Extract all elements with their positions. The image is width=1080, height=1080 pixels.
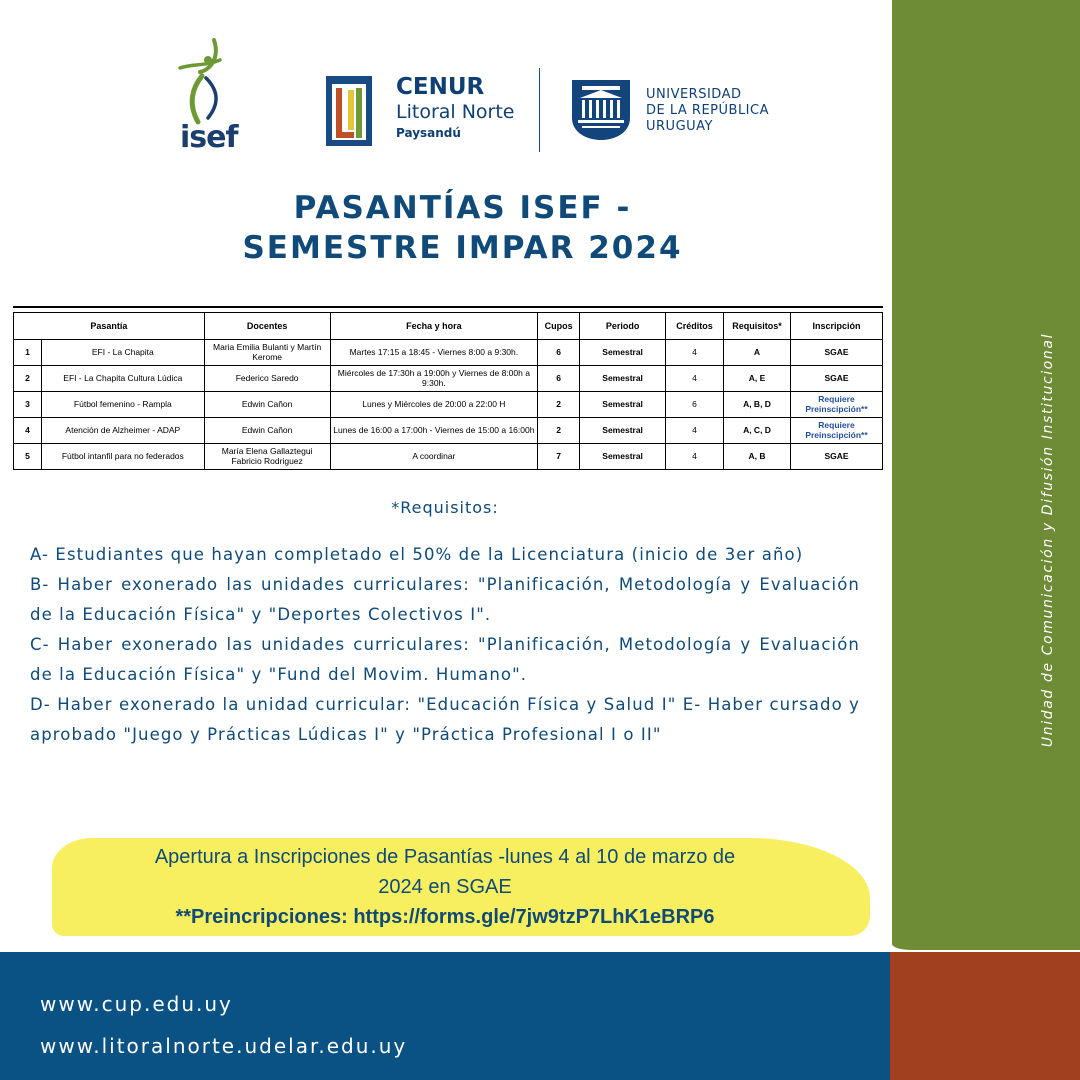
row-docentes: Maria Emilia Bulanti y Martín Kerome — [204, 340, 330, 366]
row-periodo: Semestral — [580, 392, 666, 418]
cenur-logo-icon — [326, 72, 376, 148]
logo-divider — [539, 68, 540, 152]
row-fecha: Lunes y Miércoles de 20:00 a 22:00 H — [330, 392, 538, 418]
row-creditos: 6 — [666, 392, 724, 418]
table-row — [14, 418, 883, 444]
row-pasantia: Fútbol femenino - Rampla — [41, 392, 204, 418]
isef-logo-text: isef — [180, 120, 238, 155]
row-pasantia: Fútbol intanfil para no federados — [41, 444, 204, 470]
row-number: 5 — [14, 444, 42, 470]
row-periodo: Semestral — [580, 366, 666, 392]
header-inscripcion: Inscripción — [790, 313, 882, 340]
row-creditos: 4 — [666, 366, 724, 392]
footer-panel — [0, 952, 890, 1080]
row-inscripcion: SGAE — [790, 340, 882, 366]
header-periodo: Periodo — [580, 313, 666, 340]
requisito-c: C- Haber exonerado las unidades curriculares: "Planificación, Metodología y Evaluación de la Educación Física" y "Fund del Movim. Humano". — [30, 635, 860, 684]
row-number: 1 — [14, 340, 42, 366]
cta-line-1: Apertura a Inscripciones de Pasantías -lunes 4 al 10 de marzo de — [154, 846, 736, 868]
row-cupos: 6 — [538, 340, 580, 366]
header-docentes: Docentes — [204, 313, 330, 340]
row-fecha: A coordinar — [330, 444, 538, 470]
udelar-line-2: DE LA REPÚBLICA — [646, 103, 769, 118]
row-number: 2 — [14, 366, 42, 392]
table-row — [14, 444, 883, 470]
footer-link-litoralnorte[interactable]: www.litoralnorte.udelar.edu.uy — [40, 1034, 408, 1058]
udelar-line-3: URUGUAY — [646, 119, 713, 134]
footer-link-cup[interactable]: www.cup.edu.uy — [40, 992, 233, 1016]
row-creditos: 4 — [666, 444, 724, 470]
header-pasantia: Pasantía — [14, 313, 205, 340]
row-docentes: Edwin Cañon — [204, 418, 330, 444]
row-requisitos: A, B, D — [724, 392, 791, 418]
row-creditos: 4 — [666, 340, 724, 366]
row-periodo: Semestral — [580, 444, 666, 470]
cenur-city: Paysandú — [396, 126, 461, 140]
requisitos-title: *Requisitos: — [391, 498, 499, 517]
requisito-b: B- Haber exonerado las unidades curriculares: "Planificación, Metodología y Evaluación de la Educación Física" y "Deportes Colectivos I". — [30, 575, 860, 624]
table-row — [14, 366, 883, 392]
row-periodo: Semestral — [580, 418, 666, 444]
row-pasantia: Atención de Alzheimer - ADAP — [41, 418, 204, 444]
cenur-title: CENUR — [396, 74, 485, 100]
page-title-line-2: SEMESTRE IMPAR 2024 — [242, 230, 683, 266]
row-requisitos: A — [724, 340, 791, 366]
udelar-line-1: UNIVERSIDAD — [646, 87, 742, 102]
table-header-row — [14, 313, 883, 340]
row-cupos: 7 — [538, 444, 580, 470]
cta-preinscription-link[interactable]: **Preincripciones: https://forms.gle/7jw9tzP7LhK1eBRP6 — [175, 906, 715, 928]
header-requisitos: Requisitos* — [724, 313, 791, 340]
table-row — [14, 392, 883, 418]
row-requisitos: A, C, D — [724, 418, 791, 444]
row-inscripcion-link[interactable]: Requiere Preinscipción** — [790, 392, 882, 418]
row-inscripcion: SGAE — [790, 366, 882, 392]
row-fecha: Martes 17:15 a 18:45 - Viernes 8:00 a 9:30h. — [330, 340, 538, 366]
row-requisitos: A, B — [724, 444, 791, 470]
pasantias-table — [13, 312, 883, 470]
header-cupos: Cupos — [538, 313, 580, 340]
row-number: 4 — [14, 418, 42, 444]
row-inscripcion-link[interactable]: Requiere Preinscipción** — [790, 418, 882, 444]
row-docentes: María Elena Gallaztegui Fabricio Rodriguez — [204, 444, 330, 470]
requisito-d: D- Haber exonerado la unidad curricular: "Educación Física y Salud I" E- Haber cursado y aprobado "Juego y Prácticas Lúdicas I" y "Práctica Profesional I o II" — [30, 695, 860, 744]
page-title-line-1: PASANTÍAS ISEF - — [293, 190, 632, 226]
udelar-building-icon — [570, 78, 632, 142]
requisitos-list — [30, 540, 860, 750]
sidebar-vertical-text: Unidad de Comunicación y Difusión Institucional — [1040, 332, 1056, 748]
row-cupos: 6 — [538, 366, 580, 392]
table-row — [14, 340, 883, 366]
row-docentes: Federico Saredo — [204, 366, 330, 392]
row-inscripcion: SGAE — [790, 444, 882, 470]
row-cupos: 2 — [538, 418, 580, 444]
header-fecha: Fecha y hora — [330, 313, 538, 340]
row-number: 3 — [14, 392, 42, 418]
row-pasantia: EFI - La Chapita Cultura Lúdica — [41, 366, 204, 392]
row-cupos: 2 — [538, 392, 580, 418]
row-periodo: Semestral — [580, 340, 666, 366]
row-fecha: Miércoles de 17:30h a 19:00h y Viernes de 8:00h a 9:30h. — [330, 366, 538, 392]
cenur-subtitle: Litoral Norte — [396, 101, 515, 123]
header-creditos: Créditos — [666, 313, 724, 340]
row-requisitos: A, E — [724, 366, 791, 392]
row-fecha: Lunes de 16:00 a 17:00h - Viernes de 15:00 a 16:00h — [330, 418, 538, 444]
row-docentes: Edwin Cañon — [204, 392, 330, 418]
cta-line-2: 2024 en SGAE — [378, 876, 512, 898]
row-creditos: 4 — [666, 418, 724, 444]
requisito-a: A- Estudiantes que hayan completado el 50% de la Licenciatura (inicio de 3er año) — [30, 545, 804, 564]
rust-corner-panel — [890, 952, 1080, 1080]
row-pasantia: EFI - La Chapita — [41, 340, 204, 366]
